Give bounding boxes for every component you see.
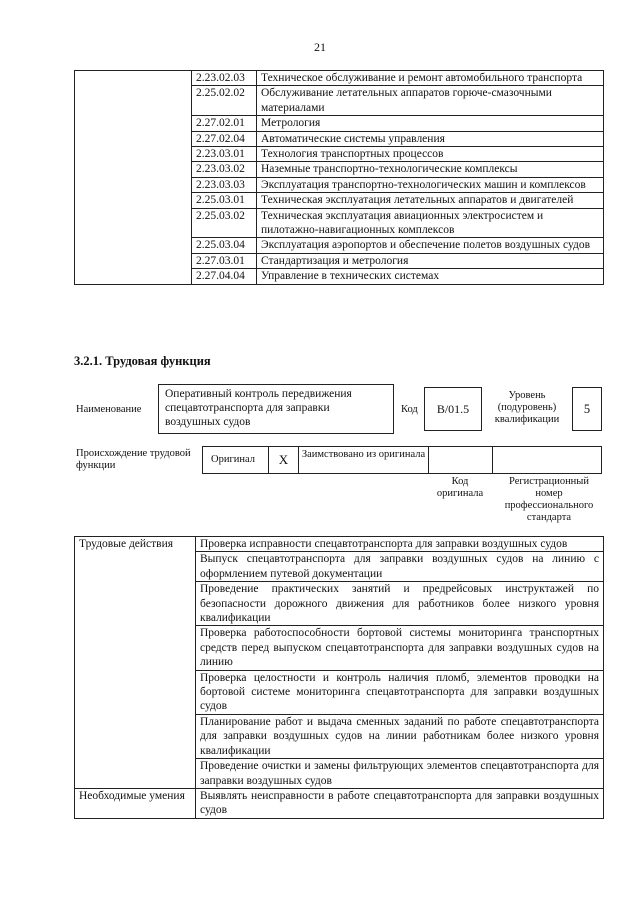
specialty-code: 2.23.03.03: [192, 177, 257, 192]
labor-action-text: Проверка работоспособности бортовой системы мониторинга транспортных средств перед выпуском спецавтотранспорта для заправки воздушных судов на линию: [196, 626, 604, 670]
borrowed-label: Заимствовано из оригинала: [299, 447, 429, 473]
specialty-title: Технология транспортных процессов: [257, 147, 604, 162]
specialty-code: 2.27.03.01: [192, 253, 257, 268]
specialty-title: Стандартизация и метрология: [257, 253, 604, 268]
origin-row: [202, 446, 602, 474]
required-skill-label: Необходимые умения: [75, 788, 196, 818]
specialty-code: 2.23.03.01: [192, 147, 257, 162]
page-number: 21: [314, 40, 326, 54]
labor-action-text: Выпуск спецавтотранспорта для заправки воздушных судов на линию с оформлением путевой документации: [196, 552, 604, 582]
specialty-code: 2.23.02.03: [192, 71, 257, 86]
specialty-title: Наземные транспортно-технологические комплексы: [257, 162, 604, 177]
origin-label: Происхождение трудовой функции: [76, 448, 191, 471]
specialty-title: Метрология: [257, 116, 604, 131]
function-name: Оперативный контроль передвижения спецавтотранспорта для заправки воздушных судов: [165, 388, 352, 428]
labor-action-text: Планирование работ и выдача сменных заданий по работе спецавтотранспорта для заправки воздушных судов на линии работникам более низкого уровня квалификации: [196, 714, 604, 758]
labor-action-label: Трудовые действия: [75, 537, 196, 789]
code-original-label: Код оригинала: [436, 476, 484, 499]
function-level: 5: [583, 402, 591, 416]
code-original-cell: [429, 447, 493, 473]
reg-number-label: Регистрационный номер профессионального стандарта: [504, 476, 594, 523]
specialty-title: Техническое обслуживание и ремонт автомобильного транспорта: [257, 71, 604, 86]
specialty-title: Эксплуатация транспортно-технологических машин и комплексов: [257, 177, 604, 192]
specialty-code: 2.27.04.04: [192, 269, 257, 284]
function-code-box: [424, 387, 482, 431]
function-code: B/01.5: [436, 402, 470, 416]
specialty-code: 2.25.03.02: [192, 208, 257, 238]
specialty-title: Управление в технических системах: [257, 269, 604, 284]
specialty-title: Эксплуатация аэропортов и обеспечение полетов воздушных судов: [257, 238, 604, 253]
specialty-code: 2.25.03.01: [192, 193, 257, 208]
specialty-title: Техническая эксплуатация летательных аппаратов и двигателей: [257, 193, 604, 208]
specialty-code: 2.27.02.01: [192, 116, 257, 131]
code-label: Код: [401, 404, 418, 415]
labor-actions-table: [74, 536, 604, 819]
labor-action-text: Проведение очистки и замены фильтрующих элементов спецавтотранспорта для заправки воздушных судов: [196, 759, 604, 789]
empty-cell: [75, 71, 192, 285]
specialty-title: Обслуживание летательных аппаратов горюче-смазочными материалами: [257, 86, 604, 116]
labor-action-text: Проведение практических занятий и предрейсовых инструктажей по безопасности дорожного движения для работников более низкого уровня квалификации: [196, 582, 604, 626]
specialty-code: 2.23.03.02: [192, 162, 257, 177]
reg-number-cell: [493, 447, 601, 473]
labor-action: [75, 537, 604, 552]
required-skill-text: Выявлять неисправности в работе спецавтотранспорта для заправки воздушных судов: [196, 788, 604, 818]
labor-action-text: Проверка исправности спецавтотранспорта для заправки воздушных судов: [196, 537, 604, 552]
original-label: Оригинал: [203, 447, 269, 473]
specialty-title: Автоматические системы управления: [257, 131, 604, 146]
specialty-code: 2.27.02.04: [192, 131, 257, 146]
specialties-table: [74, 70, 604, 285]
level-label: Уровень (подуровень) квалификации: [494, 390, 560, 425]
specialty-code: 2.25.03.04: [192, 238, 257, 253]
name-label: Наименование: [76, 404, 142, 415]
specialty-code: 2.25.02.02: [192, 86, 257, 116]
specialty-row: [75, 71, 604, 86]
section-title: 3.2.1. Трудовая функция: [74, 354, 211, 368]
required-skill: [75, 788, 604, 818]
function-name-box: [158, 384, 394, 434]
labor-action-text: Проверка целостности и контроль наличия пломб, элементов проводки на бортовой системе мониторинга спецавтотранспорта для заправки воздушных судов: [196, 670, 604, 714]
original-mark: X: [269, 447, 299, 473]
specialty-title: Техническая эксплуатация авиационных электросистем и пилотажно-навигационных комплексов: [257, 208, 604, 238]
function-level-box: [572, 387, 602, 431]
